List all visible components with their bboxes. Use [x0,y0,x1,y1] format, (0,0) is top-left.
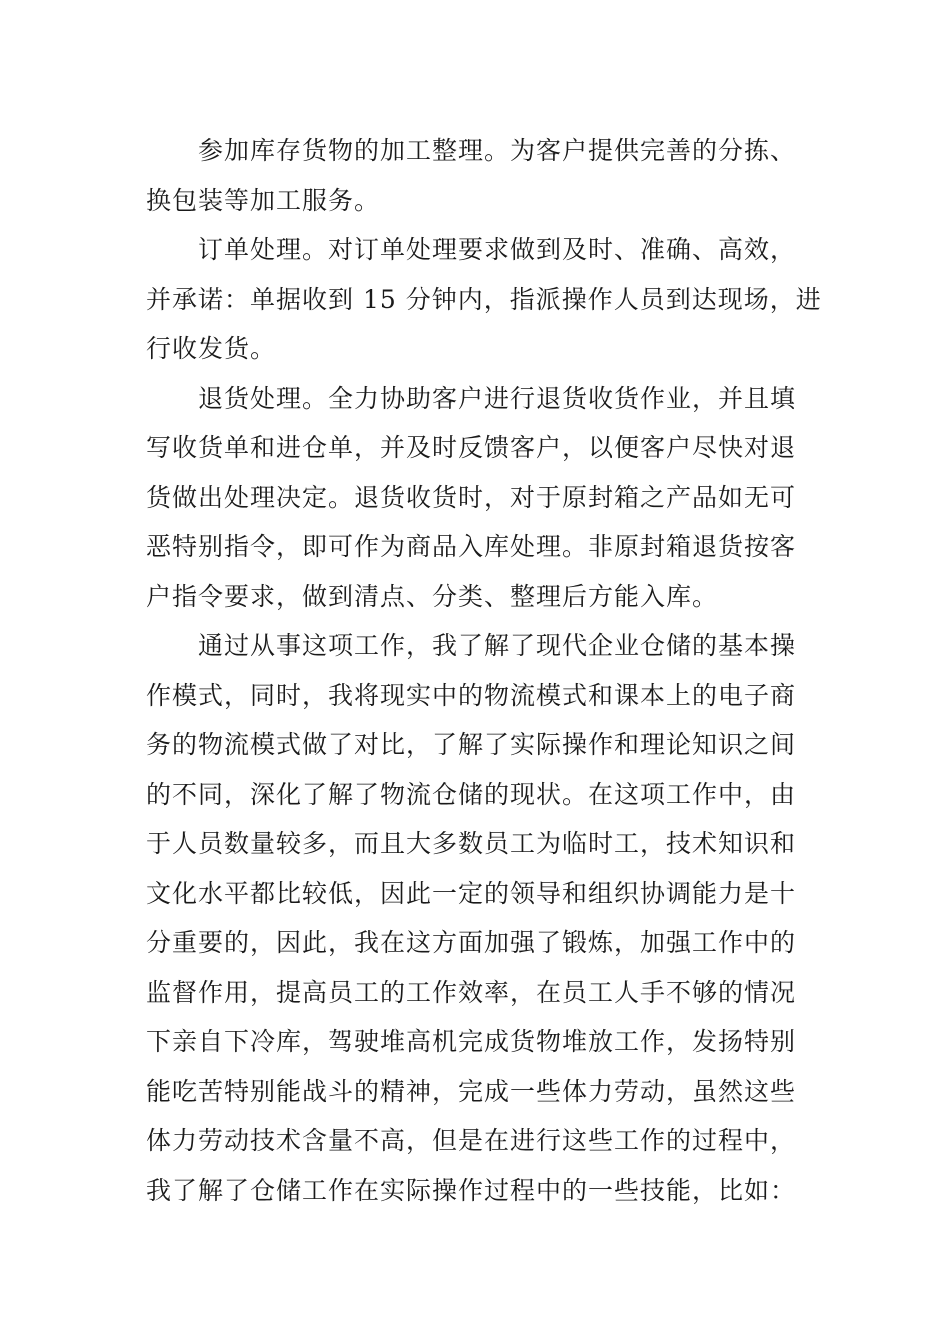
text-line: 退货处理。全力协助客户进行退货收货作业，并且填 [198,383,797,413]
text-line: 通过从事这项工作，我了解了现代企业仓储的基本操 [198,631,797,660]
text-line: 行收发货。 [146,334,277,363]
document-body [146,126,822,1215]
text-line: 于人员数量较多，而且大多数员工为临时工，技术知识和 [146,829,797,858]
text-line: 能吃苦特别能战斗的精神，完成一些体力劳动，虽然这些 [146,1076,797,1106]
paragraph-return-handling [146,374,806,622]
paragraph-work-reflection [146,621,806,1215]
text-line: 订单处理。对订单处理要求做到及时、准确、高效， [198,235,797,264]
text-line: 恶特别指令，即可作为商品入库处理。非原封箱退货按客 [146,532,797,561]
text-line: 的不同，深化了解了物流仓储的现状。在这项工作中，由 [146,779,797,809]
text-line: 下亲自下冷库，驾驶堆高机完成货物堆放工作，发扬特别 [146,1027,797,1056]
text-line: 户指令要求，做到清点、分类、整理后方能入库。 [146,581,719,611]
text-line: 作模式，同时，我将现实中的物流模式和课本上的电子商 [146,680,797,710]
text-line: 分重要的，因此，我在这方面加强了锻炼，加强工作中的 [146,928,797,957]
text-line: 货做出处理决定。退货收货时，对于原封箱之产品如无可 [146,482,797,512]
text-line: 并承诺：单据收到 15 分钟内，指派操作人员到达现场，进 [146,284,822,314]
text-line: 务的物流模式做了对比，了解了实际操作和理论知识之间 [146,730,797,759]
paragraph-order-handling [146,225,822,374]
text-line: 参加库存货物的加工整理。为客户提供完善的分拣、 [198,136,797,165]
text-line: 写收货单和进仓单，并及时反馈客户，以便客户尽快对退 [146,433,797,462]
text-line: 文化水平都比较低，因此一定的领导和组织协调能力是十 [146,878,797,908]
text-line: 我了解了仓储工作在实际操作过程中的一些技能，比如： [146,1175,797,1205]
text-line: 体力劳动技术含量不高，但是在进行这些工作的过程中， [146,1126,797,1155]
text-line: 换包装等加工服务。 [146,185,381,215]
paragraph-processing [146,126,806,225]
text-line: 监督作用，提高员工的工作效率，在员工人手不够的情况 [146,977,797,1007]
